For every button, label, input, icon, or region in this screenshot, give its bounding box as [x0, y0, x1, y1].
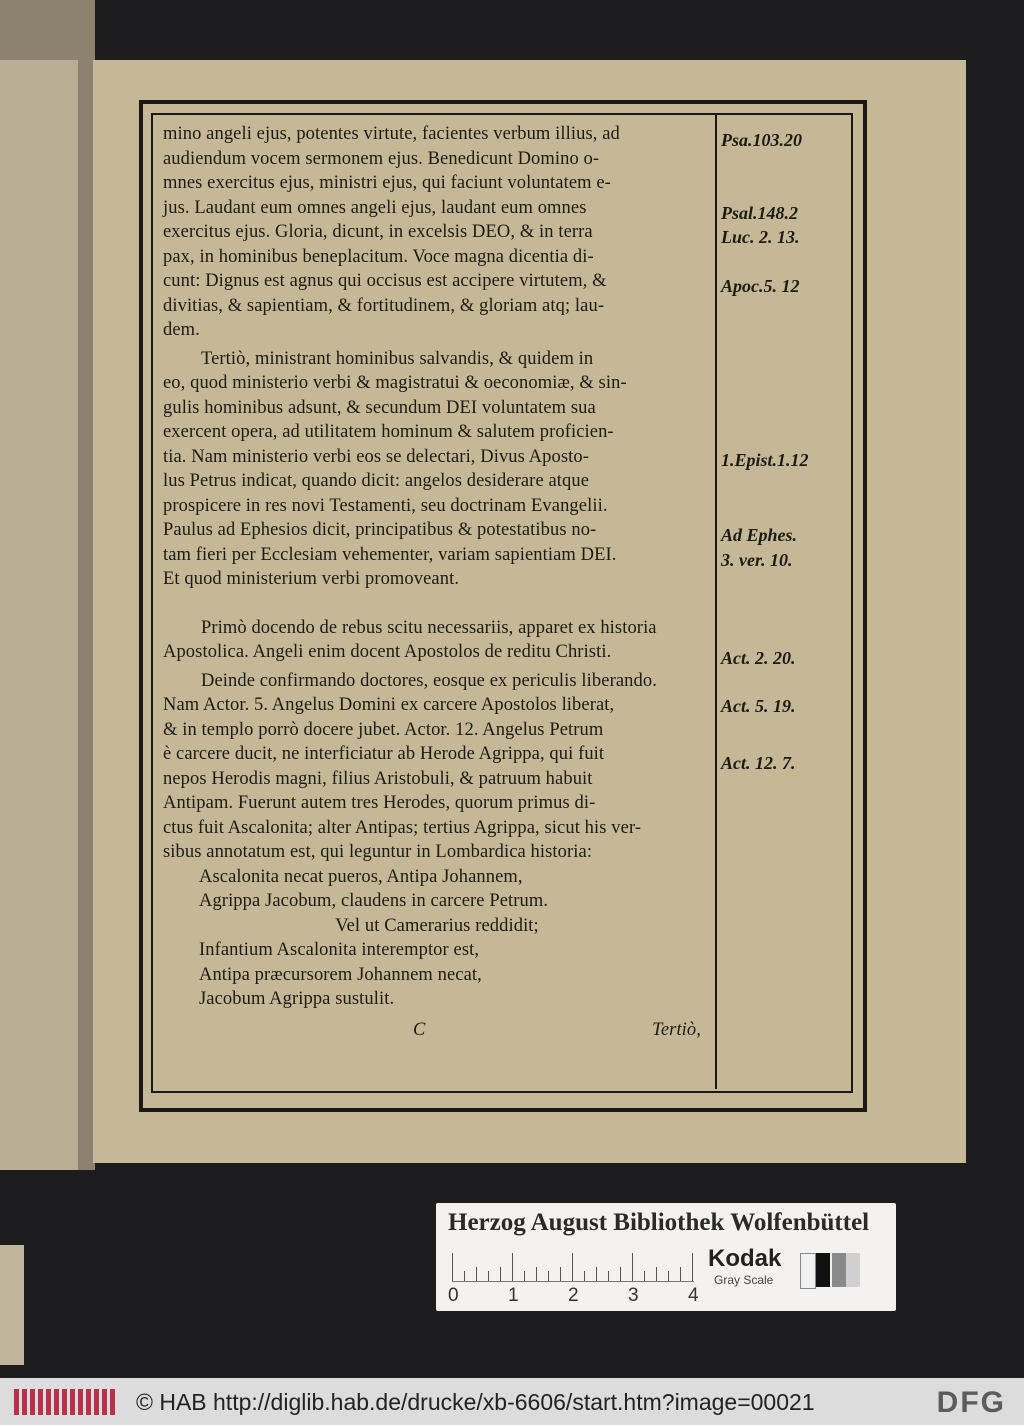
text-line: Paulus ad Ephesios dicit, principatibus & potestatibus no- [163, 520, 597, 540]
margin-note: Act. 2. 20. [721, 648, 796, 668]
margin-note: 1.Epist.1.12 [721, 450, 809, 470]
text-line: mino angeli ejus, potentes virtute, facientes verbum illius, ad [163, 124, 620, 144]
color-calibration-card [436, 1203, 896, 1311]
paragraph-1 [163, 122, 711, 343]
verse-line: Ascalonita necat pueros, Antipa Johannem, [199, 866, 523, 887]
text-line: lus Petrus indicat, quando dicit: angelos desiderare atque [163, 471, 590, 491]
text-line: exercitus ejus. Gloria, dicunt, in excelsis DEO, & in terra [163, 222, 593, 242]
page-footer-line [163, 1018, 711, 1043]
text-line: mnes exercitus ejus, ministri ejus, qui faciunt voluntatem e- [163, 173, 611, 193]
verse-line: Jacobum Agrippa sustulit. [199, 989, 395, 1009]
book-spine-strip [0, 1245, 24, 1365]
text-line: cunt: Dignus est agnus qui occisus est accipere virtutem, & [163, 271, 607, 291]
gray-swatch [832, 1253, 846, 1287]
text-line: ctus fuit Ascalonita; alter Antipas; tertius Agrippa, sicut his ver- [163, 817, 642, 838]
text-line: Et quod ministerium verbi promoveant. [163, 569, 460, 589]
text-line: & in templo porrò docere jubet. Actor. 12. Angelus Petrum [163, 719, 604, 740]
ruler-number: 2 [568, 1285, 579, 1306]
source-link[interactable]: © HAB http://diglib.hab.de/drucke/xb-6606/start.htm?image=00021 [136, 1389, 815, 1415]
margin-note: Luc. 2. 13. [721, 227, 800, 247]
light-gray-swatch [846, 1253, 860, 1287]
text-line: audiendum vocem sermonem ejus. Benedicunt Domino o- [163, 148, 600, 169]
verse-2 [163, 938, 711, 1012]
text-line: dem. [163, 320, 200, 340]
verse-line: Antipa præcursorem Johannem necat, [199, 964, 482, 985]
kodak-logo: Kodak [708, 1245, 782, 1272]
text-line: prospicere in res novi Testamenti, seu doctrinam Evangelii. [163, 495, 608, 516]
text-line: tia. Nam ministerio verbi eos se delectari, Divus Aposto- [163, 446, 589, 467]
book-page [93, 60, 966, 1163]
verse-1 [163, 865, 711, 914]
verse-intro: Vel ut Camerarius reddidit; [335, 915, 539, 936]
signature-mark: C [413, 1019, 426, 1040]
text-line: exercent opera, ad utilitatem hominum & salutem proficien- [163, 422, 614, 442]
text-line: Apostolica. Angeli enim docent Apostolos de reditu Christi. [163, 642, 612, 662]
barcode-icon [14, 1389, 118, 1415]
ruler-number: 4 [688, 1285, 699, 1306]
paragraph-4 [163, 669, 711, 865]
text-line: tam fieri per Ecclesiam vehementer, variam sapientiam DEI. [163, 544, 617, 565]
text-line: nepos Herodis magni, filius Aristobuli, & patruum habuit [163, 768, 593, 789]
ruler-number: 3 [628, 1285, 639, 1306]
margin-note: Act. 5. 19. [721, 696, 796, 716]
text-line: divitias, & sapientiam, & fortitudinem, & gloriam atq; lau- [163, 295, 605, 316]
gray-scale-label: Gray Scale [714, 1273, 774, 1287]
text-line: Nam Actor. 5. Angelus Domini ex carcere Apostolos liberat, [163, 695, 615, 715]
text-line: Antipam. Fuerunt autem tres Herodes, quorum primus di- [163, 793, 596, 813]
margin-note: Psa.103.20 [721, 130, 802, 150]
paragraph-2 [163, 347, 711, 592]
white-swatch [800, 1253, 816, 1289]
text-line: jus. Laudant eum omnes angeli ejus, laudant eum omnes [163, 197, 587, 218]
margin-rule [715, 113, 717, 1089]
text-line: Deinde confirmando doctores, eosque ex periculis liberando. [201, 670, 657, 691]
text-line: Primò docendo de rebus scitu necessariis, apparet ex historia [201, 617, 657, 638]
margin-note: Apoc.5. 12 [721, 276, 800, 296]
page-text [163, 122, 711, 1042]
footer-bar [0, 1378, 1024, 1425]
catchword: Tertiò, [652, 1019, 701, 1040]
verse-line: Agrippa Jacobum, claudens in carcere Petrum. [199, 891, 549, 911]
left-page-edge [0, 0, 95, 1170]
text-line: gulis hominibus adsunt, & secundum DEI voluntatem sua [163, 397, 596, 418]
text-line: pax, in hominibus beneplacitum. Voce magna dicentia di- [163, 246, 594, 267]
paragraph-3 [163, 616, 711, 665]
ruler-number: 0 [448, 1285, 459, 1306]
black-swatch [816, 1253, 830, 1287]
text-line: è carcere ducit, ne interficiatur ab Herode Agrippa, qui fuit [163, 744, 605, 764]
left-page-paper [0, 60, 78, 1170]
margin-note: 3. ver. 10. [721, 550, 793, 570]
margin-note: Ad Ephes. [721, 525, 798, 545]
ruler-number: 1 [508, 1285, 519, 1306]
text-line: eo, quod ministerio verbi & magistratui & oeconomiæ, & sin- [163, 373, 627, 393]
margin-note: Psal.148.2 [721, 203, 799, 223]
text-line: sibus annotatum est, qui leguntur in Lombardica historia: [163, 842, 593, 862]
library-name: Herzog August Bibliothek Wolfenbüttel [448, 1209, 870, 1236]
verse-line: Infantium Ascalonita interemptor est, [199, 940, 480, 960]
dfg-logo: DFG [936, 1386, 1006, 1419]
scale-ruler [452, 1253, 694, 1282]
margin-note: Act. 12. 7. [721, 753, 796, 773]
text-line: Tertiò, ministrant hominibus salvandis, & quidem in [201, 348, 594, 369]
